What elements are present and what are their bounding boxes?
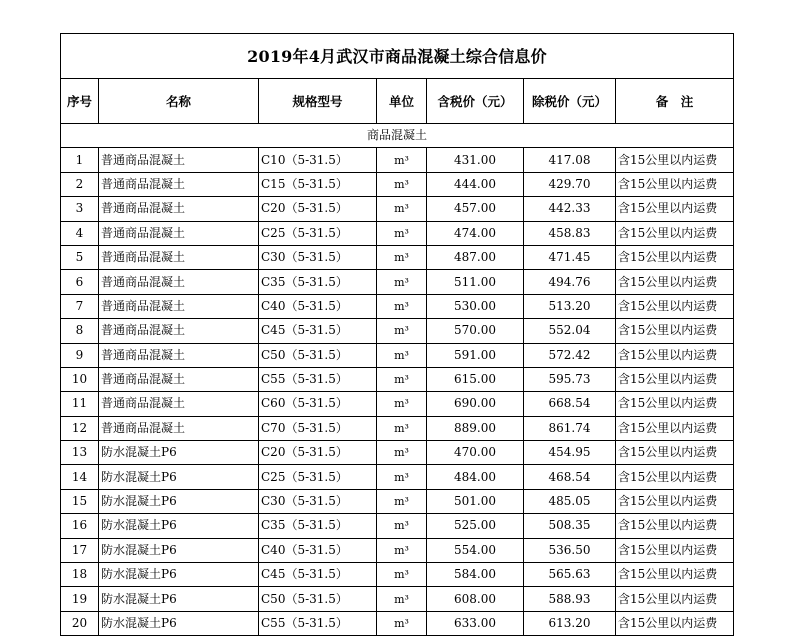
cell-spec: C45（5-31.5） [259,563,377,587]
cell-spec: C45（5-31.5） [259,319,377,343]
cell-seq: 18 [61,563,99,587]
cell-name: 普通商品混凝土 [99,245,259,269]
cell-note: 含15公里以内运费 [616,270,734,294]
cell-seq: 11 [61,392,99,416]
cell-spec: C55（5-31.5） [259,611,377,635]
cell-note: 含15公里以内运费 [616,563,734,587]
table-row [61,538,734,562]
cell-unit: m³ [377,270,427,294]
cell-note: 含15公里以内运费 [616,172,734,196]
cell-note: 含15公里以内运费 [616,392,734,416]
cell-price-tax: 431.00 [427,148,524,172]
cell-unit: m³ [377,172,427,196]
cell-seq: 5 [61,245,99,269]
cell-price-notax: 565.63 [524,563,616,587]
cell-price-tax: 570.00 [427,319,524,343]
table-row [61,367,734,391]
cell-price-notax: 458.83 [524,221,616,245]
cell-name: 普通商品混凝土 [99,392,259,416]
cell-seq: 6 [61,270,99,294]
cell-price-notax: 861.74 [524,416,616,440]
cell-price-notax: 536.50 [524,538,616,562]
table-row [61,270,734,294]
cell-unit: m³ [377,587,427,611]
header-name: 名称 [99,79,259,124]
cell-name: 普通商品混凝土 [99,416,259,440]
cell-price-notax: 429.70 [524,172,616,196]
cell-price-tax: 530.00 [427,294,524,318]
table-row [61,343,734,367]
cell-name: 防水混凝土P6 [99,465,259,489]
cell-spec: C55（5-31.5） [259,367,377,391]
cell-spec: C15（5-31.5） [259,172,377,196]
cell-price-tax: 511.00 [427,270,524,294]
cell-spec: C50（5-31.5） [259,343,377,367]
cell-price-notax: 468.54 [524,465,616,489]
cell-price-notax: 513.20 [524,294,616,318]
cell-note: 含15公里以内运费 [616,611,734,635]
header-price-tax: 含税价（元） [427,79,524,124]
cell-note: 含15公里以内运费 [616,343,734,367]
cell-name: 普通商品混凝土 [99,148,259,172]
cell-unit: m³ [377,538,427,562]
cell-price-tax: 457.00 [427,197,524,221]
cell-name: 防水混凝土P6 [99,489,259,513]
cell-note: 含15公里以内运费 [616,416,734,440]
table-row [61,294,734,318]
cell-spec: C10（5-31.5） [259,148,377,172]
cell-spec: C40（5-31.5） [259,538,377,562]
cell-price-tax: 633.00 [427,611,524,635]
cell-price-tax: 608.00 [427,587,524,611]
cell-spec: C20（5-31.5） [259,197,377,221]
cell-unit: m³ [377,343,427,367]
table-row [61,441,734,465]
cell-seq: 14 [61,465,99,489]
cell-unit: m³ [377,611,427,635]
table-row [61,611,734,635]
cell-seq: 16 [61,514,99,538]
table-row [61,392,734,416]
table-row [61,465,734,489]
cell-name: 防水混凝土P6 [99,538,259,562]
cell-note: 含15公里以内运费 [616,148,734,172]
cell-spec: C20（5-31.5） [259,441,377,465]
cell-name: 防水混凝土P6 [99,563,259,587]
cell-note: 含15公里以内运费 [616,367,734,391]
cell-spec: C50（5-31.5） [259,587,377,611]
cell-name: 防水混凝土P6 [99,587,259,611]
cell-note: 含15公里以内运费 [616,245,734,269]
cell-name: 普通商品混凝土 [99,172,259,196]
cell-spec: C25（5-31.5） [259,465,377,489]
cell-price-tax: 501.00 [427,489,524,513]
cell-price-tax: 690.00 [427,392,524,416]
cell-seq: 8 [61,319,99,343]
table-row [61,221,734,245]
header-price-notax: 除税价（元） [524,79,616,124]
table-title: 2019年4月武汉市商品混凝土综合信息价 [61,34,734,79]
cell-price-tax: 554.00 [427,538,524,562]
cell-unit: m³ [377,221,427,245]
cell-unit: m³ [377,489,427,513]
table-row [61,148,734,172]
header-note: 备 注 [616,79,734,124]
cell-unit: m³ [377,245,427,269]
cell-price-notax: 588.93 [524,587,616,611]
cell-spec: C35（5-31.5） [259,270,377,294]
section-label: 商品混凝土 [61,124,734,148]
cell-price-notax: 668.54 [524,392,616,416]
cell-note: 含15公里以内运费 [616,221,734,245]
cell-note: 含15公里以内运费 [616,197,734,221]
cell-seq: 10 [61,367,99,391]
table-row [61,245,734,269]
cell-name: 防水混凝土P6 [99,441,259,465]
cell-price-notax: 454.95 [524,441,616,465]
cell-spec: C30（5-31.5） [259,489,377,513]
cell-price-notax: 572.42 [524,343,616,367]
cell-note: 含15公里以内运费 [616,538,734,562]
cell-note: 含15公里以内运费 [616,465,734,489]
cell-seq: 9 [61,343,99,367]
cell-price-notax: 552.04 [524,319,616,343]
cell-spec: C25（5-31.5） [259,221,377,245]
cell-name: 普通商品混凝土 [99,343,259,367]
cell-price-tax: 487.00 [427,245,524,269]
cell-spec: C35（5-31.5） [259,514,377,538]
cell-price-notax: 485.05 [524,489,616,513]
cell-spec: C40（5-31.5） [259,294,377,318]
cell-note: 含15公里以内运费 [616,441,734,465]
cell-seq: 13 [61,441,99,465]
cell-seq: 19 [61,587,99,611]
cell-unit: m³ [377,294,427,318]
cell-name: 普通商品混凝土 [99,294,259,318]
cell-note: 含15公里以内运费 [616,587,734,611]
cell-price-notax: 494.76 [524,270,616,294]
cell-unit: m³ [377,367,427,391]
cell-seq: 15 [61,489,99,513]
cell-unit: m³ [377,392,427,416]
cell-price-notax: 508.35 [524,514,616,538]
cell-unit: m³ [377,563,427,587]
cell-name: 普通商品混凝土 [99,221,259,245]
cell-price-tax: 889.00 [427,416,524,440]
table-row [61,172,734,196]
cell-name: 普通商品混凝土 [99,197,259,221]
table-row [61,587,734,611]
cell-seq: 3 [61,197,99,221]
cell-price-notax: 595.73 [524,367,616,391]
cell-note: 含15公里以内运费 [616,319,734,343]
cell-price-tax: 525.00 [427,514,524,538]
table-row [61,319,734,343]
cell-unit: m³ [377,465,427,489]
cell-price-tax: 584.00 [427,563,524,587]
cell-unit: m³ [377,416,427,440]
cell-price-notax: 471.45 [524,245,616,269]
cell-seq: 20 [61,611,99,635]
table-row [61,489,734,513]
cell-name: 普通商品混凝土 [99,270,259,294]
cell-note: 含15公里以内运费 [616,489,734,513]
cell-unit: m³ [377,514,427,538]
cell-seq: 7 [61,294,99,318]
cell-spec: C60（5-31.5） [259,392,377,416]
table-row [61,197,734,221]
cell-price-tax: 591.00 [427,343,524,367]
cell-note: 含15公里以内运费 [616,294,734,318]
table-row [61,514,734,538]
cell-price-notax: 613.20 [524,611,616,635]
cell-price-tax: 470.00 [427,441,524,465]
header-unit: 单位 [377,79,427,124]
cell-unit: m³ [377,319,427,343]
cell-spec: C70（5-31.5） [259,416,377,440]
cell-price-tax: 615.00 [427,367,524,391]
cell-name: 防水混凝土P6 [99,514,259,538]
table-row [61,563,734,587]
header-seq: 序号 [61,79,99,124]
header-spec: 规格型号 [259,79,377,124]
cell-price-notax: 442.33 [524,197,616,221]
cell-price-tax: 444.00 [427,172,524,196]
cell-name: 防水混凝土P6 [99,611,259,635]
table-row [61,416,734,440]
cell-unit: m³ [377,441,427,465]
cell-name: 普通商品混凝土 [99,367,259,391]
cell-price-notax: 417.08 [524,148,616,172]
cell-spec: C30（5-31.5） [259,245,377,269]
cell-seq: 17 [61,538,99,562]
cell-note: 含15公里以内运费 [616,514,734,538]
cell-unit: m³ [377,197,427,221]
cell-unit: m³ [377,148,427,172]
cell-price-tax: 484.00 [427,465,524,489]
cell-seq: 1 [61,148,99,172]
price-table [60,33,734,636]
cell-price-tax: 474.00 [427,221,524,245]
cell-name: 普通商品混凝土 [99,319,259,343]
cell-seq: 12 [61,416,99,440]
cell-seq: 4 [61,221,99,245]
cell-seq: 2 [61,172,99,196]
